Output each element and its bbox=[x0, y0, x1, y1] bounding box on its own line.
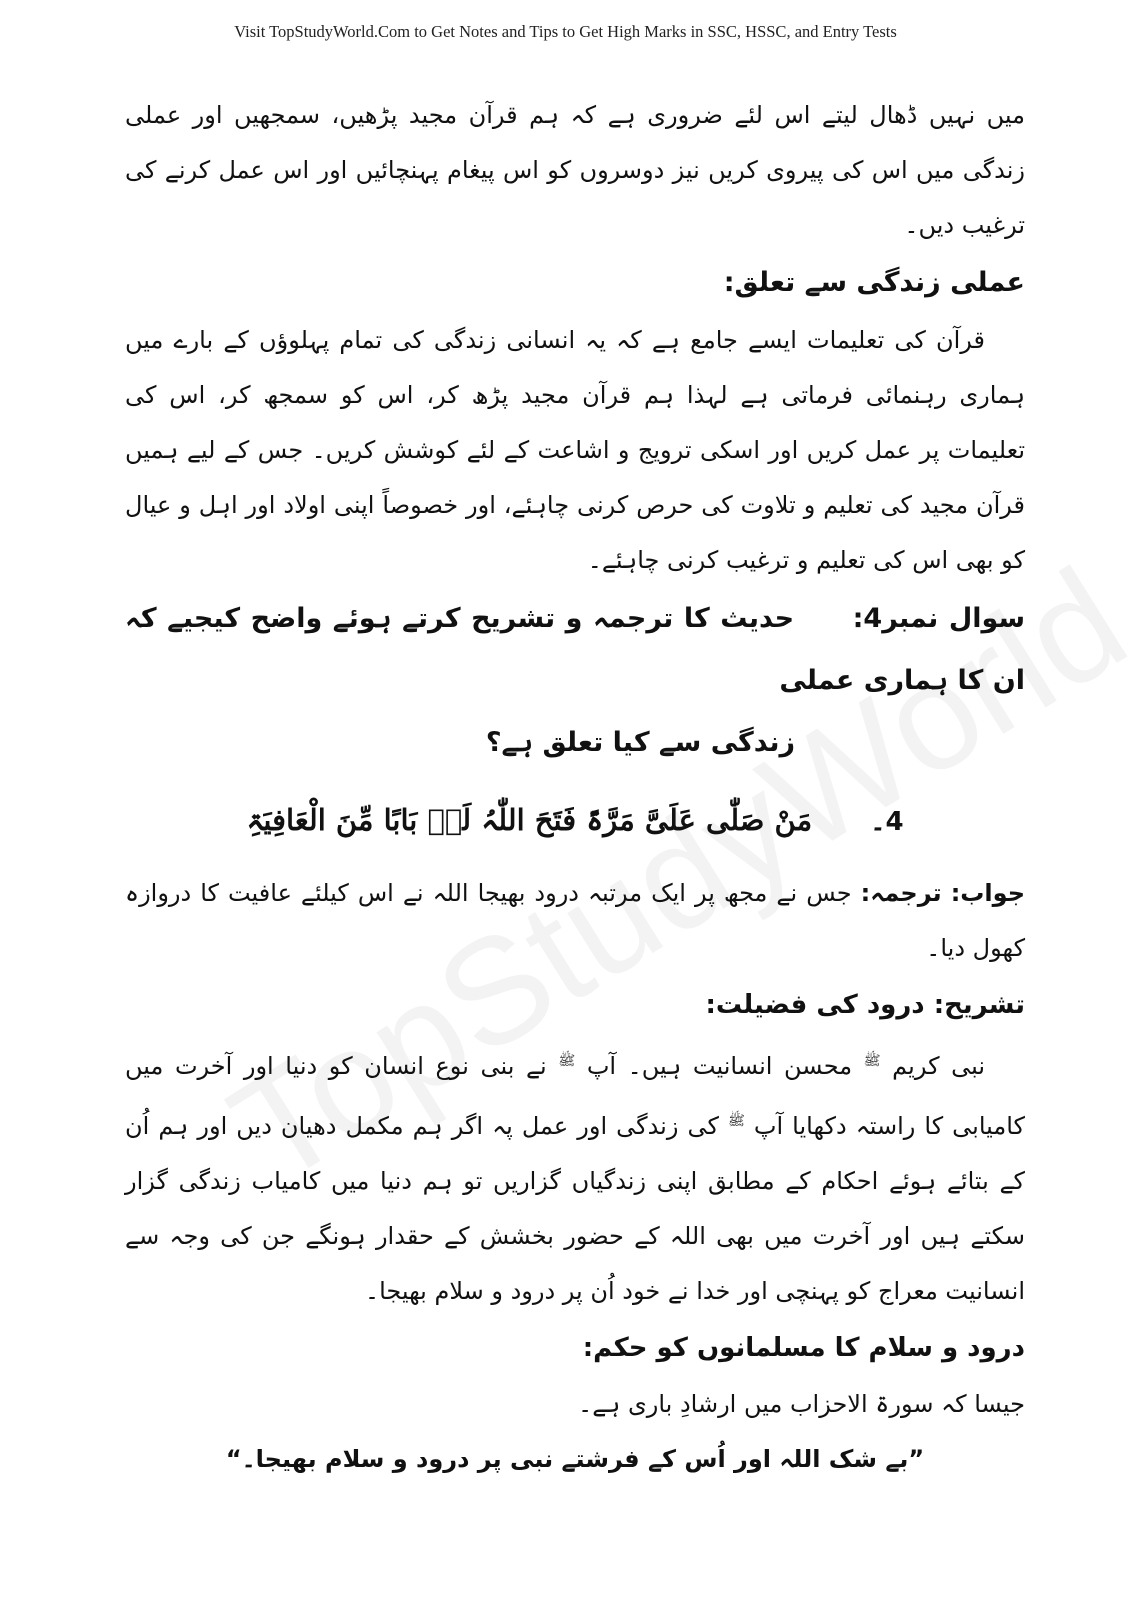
tashreeh-heading: درود کی فضیلت: bbox=[705, 990, 925, 1020]
hadith-number: 4۔ bbox=[870, 807, 904, 837]
hadith-arabic-text: مَنْ صَلّٰی عَلَیَّ مَرَّۃً فَتَحَ اللّٰہُ لَہٗ بَابًا مِّنَ الْعَافِیَۃِ bbox=[246, 803, 813, 837]
translation-label: ترجمہ: bbox=[860, 879, 942, 907]
prophet-text-part2: محسن انسانیت ہیں۔ آپ bbox=[586, 1052, 853, 1080]
question-text-line2: زندگی سے کیا تعلق ہے؟ bbox=[485, 727, 795, 758]
answer-label: جواب: bbox=[950, 879, 1025, 907]
prophet-text-part3: نے بنی نوع انسان کو دنیا اور آخرت میں کامیابی کا راستہ دکھایا آپ bbox=[125, 1052, 1025, 1140]
heading-practical-life: عملی زندگی سے تعلق: bbox=[723, 267, 1025, 298]
translation-text: جس نے مجھ پر ایک مرتبہ درود بھیجا اللہ نے اس کیلئے عافیت کا دروازہ کھول دیا۔ bbox=[125, 879, 1025, 962]
translation-line bbox=[125, 866, 1025, 976]
honorific-symbol: ﷺ bbox=[727, 1113, 745, 1129]
tashreeh-label: تشریح: bbox=[933, 990, 1025, 1020]
page-header: Visit TopStudyWorld.Com to Get Notes and Tips to Get High Marks in SSC, HSSC, and Entry Tests bbox=[234, 22, 897, 41]
tashreeh-line bbox=[125, 976, 1025, 1034]
quran-quote: ”بے شک اللہ اور اُس کے فرشتے نبی پر درود و سلام بھیجا۔“ bbox=[225, 1445, 925, 1473]
document-body bbox=[125, 88, 1025, 1487]
prophet-paragraph bbox=[125, 1034, 1025, 1319]
intro-paragraph: میں نہیں ڈھال لیتے اس لئے ضروری ہے کہ ہم قرآن مجید پڑھیں، سمجھیں اور عملی زندگی میں اس کی پیروی کریں نیز دوسروں کو اس پیغام پہنچائیں اور اس عمل کرنے کی ترغیب دیں۔ bbox=[125, 101, 1025, 239]
quran-teachings-paragraph: قرآن کی تعلیمات ایسے جامع ہے کہ یہ انسانی زندگی کی تمام پہلوؤں کے بارے میں ہماری رہنمائی فرماتی ہے لہذا ہم قرآن مجید پڑھ کر، اس کو سمجھ کر، اس کی تعلیمات پر عمل کریں اور اسکی ترویج و اشاعت کے لئے کوشش کریں۔ جس کے لیے ہمیں قرآن مجید کی تعلیم و تلاوت کی حرص کرنی چاہئے، اور خصوصاً اپنی اولاد اور اہل و عیال کو بھی اس کی تعلیم و ترغیب کرنی چاہئے۔ bbox=[125, 326, 1025, 574]
honorific-symbol: ﷺ bbox=[558, 1053, 576, 1069]
prophet-text-part1: نبی کریم bbox=[892, 1052, 985, 1080]
hadith-block bbox=[125, 780, 1025, 862]
question-4 bbox=[125, 588, 1025, 774]
surah-reference: جیسا کہ سورۃ الاحزاب میں ارشادِ باری ہے۔ bbox=[578, 1390, 1025, 1418]
prophet-text-part4: کی زندگی اور عمل پہ اگر ہم مکمل دھیان دیں اور ہم اُن کے بتائے ہوئے احکام کے مطابق اپنی زندگیاں گزاریں تو ہم دنیا میں کامیاب زندگی گزار سکتے ہیں اور آخرت میں بھی اللہ کے حضور بخشش کے حقدار ہونگے جن کی وجہ سے انسانیت معراج کو پہنچی اور خدا نے خود اُن پر درود و سلام بھیجا۔ bbox=[125, 1112, 1025, 1305]
question-first-line bbox=[125, 588, 1025, 712]
question-label: سوال نمبر4: bbox=[852, 603, 1025, 634]
heading-durood-command: درود و سلام کا مسلمانوں کو حکم: bbox=[582, 1333, 1025, 1363]
honorific-symbol: ﷺ bbox=[863, 1053, 881, 1069]
question-text-line1: حدیث کا ترجمہ و تشریح کرتے ہوئے واضح کیجیے کہ ان کا ہماری عملی bbox=[125, 603, 1025, 696]
